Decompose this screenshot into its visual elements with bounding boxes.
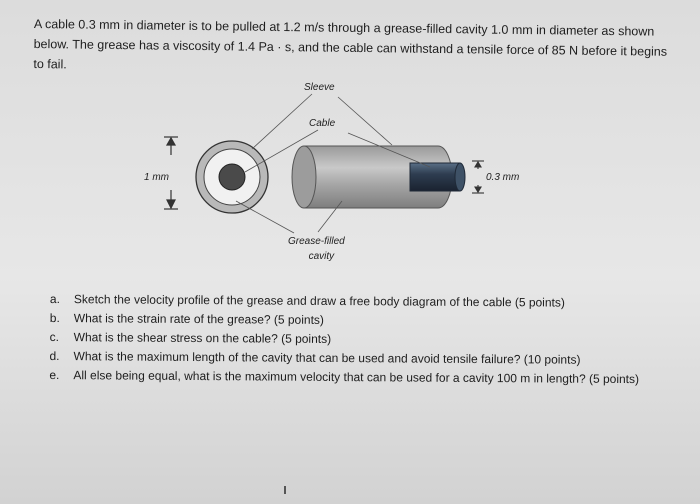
cable-diameter-label: 0.3 mm bbox=[486, 172, 520, 183]
question-item bbox=[49, 366, 669, 389]
cable-rod bbox=[410, 163, 465, 191]
question-text: What is the maximum length of the cavity that can be used and avoid tensile failure? (10 points) bbox=[73, 349, 581, 367]
question-list bbox=[49, 290, 670, 389]
cable-label: Cable bbox=[309, 118, 336, 129]
question-text: What is the shear stress on the cable? (5 points) bbox=[73, 330, 332, 346]
problem-statement: A cable 0.3 mm in diameter is to be pulled at 1.2 m/s through a grease-filled cavity 1.0 mm in diameter as shown below. The grease has a viscosity of 1.4 Pa · s, and the cable can withstand a tensile force of 85 N before it begins to fail. bbox=[33, 16, 668, 72]
pen-mark bbox=[284, 486, 286, 494]
cross-section bbox=[196, 141, 268, 213]
grease-cavity-label bbox=[288, 234, 345, 264]
question-text: What is the strain rate of the grease? (5 points) bbox=[73, 311, 324, 327]
question-letter: c. bbox=[49, 329, 60, 345]
sleeve-label: Sleeve bbox=[304, 82, 335, 93]
grease-label-line1: Grease-filled bbox=[288, 236, 345, 247]
grease-label-line2: cavity bbox=[308, 251, 335, 262]
question-letter: a. bbox=[49, 291, 61, 307]
cable-cavity-figure bbox=[0, 75, 700, 275]
question-text: All else being equal, what is the maximum velocity that can be used for a cavity 100 m in length? (5 points) bbox=[73, 368, 640, 387]
question-letter: e. bbox=[49, 367, 60, 383]
cable-diameter-dimension bbox=[472, 161, 484, 193]
question-letter: d. bbox=[49, 348, 60, 364]
cavity-diameter-label: 1 mm bbox=[144, 172, 169, 183]
figure-drawing bbox=[0, 75, 700, 275]
question-letter: b. bbox=[49, 310, 60, 326]
question-text: Sketch the velocity profile of the grease and draw a free body diagram of the cable (5 points) bbox=[73, 292, 565, 310]
